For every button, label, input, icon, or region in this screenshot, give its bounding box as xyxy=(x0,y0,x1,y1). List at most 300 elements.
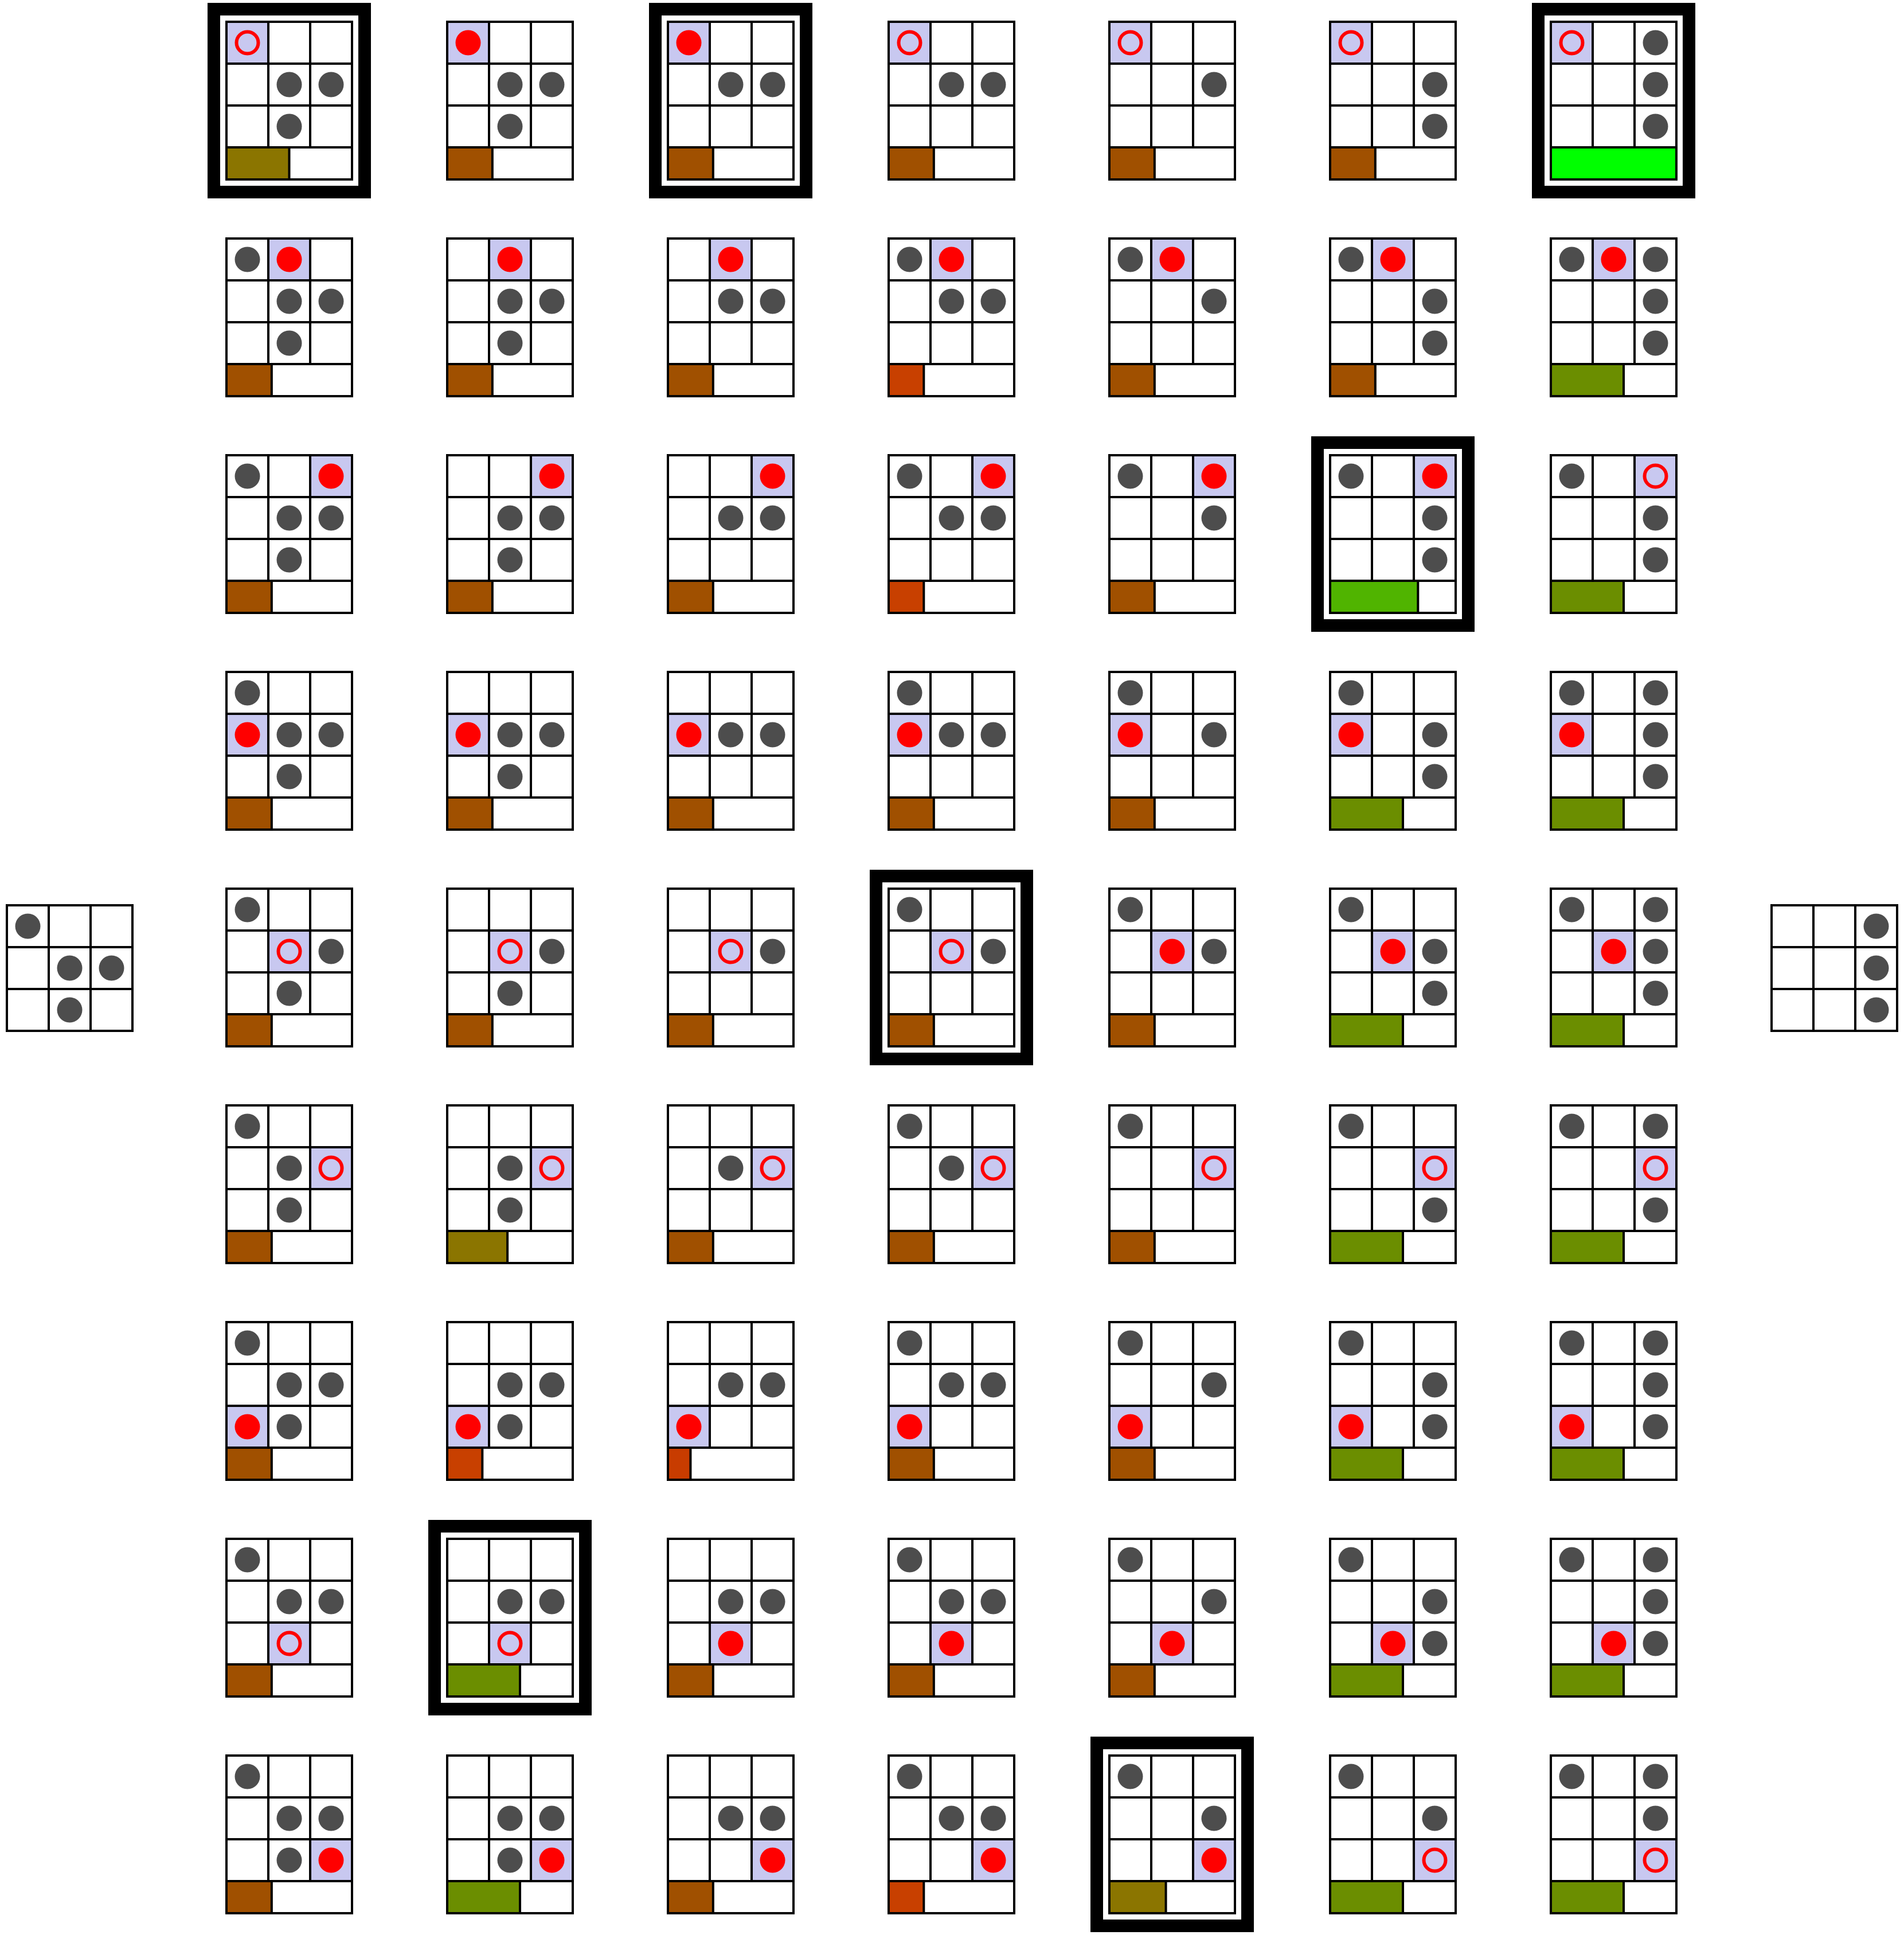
value-bar-fill xyxy=(889,1231,934,1263)
obstacle-dot xyxy=(498,1589,523,1615)
grid-cell xyxy=(668,1364,710,1406)
obstacle-dot xyxy=(277,331,302,356)
obstacle-dot xyxy=(897,1114,922,1139)
grid-cell xyxy=(489,672,531,714)
tile xyxy=(1109,1322,1235,1480)
grid-cell xyxy=(531,22,573,64)
tile xyxy=(889,1105,1014,1263)
obstacle-dot xyxy=(981,1806,1006,1831)
grid-cell xyxy=(447,889,489,931)
grid-cell xyxy=(1193,322,1235,364)
agent-dot-marker xyxy=(897,1414,922,1440)
value-bar-fill xyxy=(1109,798,1155,830)
grid-cell xyxy=(1593,539,1635,581)
obstacle-dot xyxy=(319,722,344,748)
grid-cell xyxy=(226,280,268,322)
obstacle-dot xyxy=(1202,1806,1227,1831)
grid-cell xyxy=(710,105,752,147)
value-bar-fill xyxy=(226,364,272,396)
grid-cell xyxy=(1109,322,1151,364)
grid-cell xyxy=(1593,1797,1635,1839)
tile xyxy=(1109,1105,1235,1263)
grid-cell xyxy=(1151,105,1193,147)
grid-cell xyxy=(1593,1756,1635,1797)
obstacle-dot xyxy=(897,1547,922,1573)
obstacle-dot xyxy=(1559,247,1585,272)
grid-cell xyxy=(1372,1797,1414,1839)
grid-cell xyxy=(1109,105,1151,147)
grid-cell xyxy=(1372,1406,1414,1448)
grid-cell xyxy=(1551,64,1593,105)
grid-cell xyxy=(447,1581,489,1623)
grid-cell xyxy=(931,455,972,497)
grid-cell xyxy=(1772,989,1813,1031)
obstacle-dot xyxy=(760,72,785,97)
obstacle-dot xyxy=(1422,981,1448,1006)
obstacle-dot xyxy=(1559,1547,1585,1573)
grid-cell xyxy=(1372,539,1414,581)
grid-cell xyxy=(1109,972,1151,1014)
obstacle-dot xyxy=(1643,681,1668,706)
grid-cell xyxy=(447,1756,489,1797)
agent-dot-marker xyxy=(1160,939,1185,964)
tile xyxy=(435,1526,585,1709)
grid-cell xyxy=(1372,972,1414,1014)
grid-cell xyxy=(268,889,310,931)
grid-cell xyxy=(1551,497,1593,539)
grid-cell xyxy=(226,972,268,1014)
obstacle-dot xyxy=(1339,247,1364,272)
grid-cell xyxy=(1551,972,1593,1014)
grid-cell xyxy=(1414,1539,1456,1581)
grid-cell xyxy=(752,756,793,798)
value-bar-fill xyxy=(1109,1448,1155,1480)
grid-cell xyxy=(668,1623,710,1664)
agent-dot-marker xyxy=(939,1631,964,1656)
agent-dot-marker xyxy=(456,722,481,748)
obstacle-dot xyxy=(1422,1373,1448,1398)
grid-cell xyxy=(668,889,710,931)
value-bar-fill xyxy=(668,364,713,396)
grid-cell xyxy=(1593,22,1635,64)
obstacle-dot xyxy=(718,1156,744,1181)
obstacle-dot xyxy=(1559,1331,1585,1356)
grid-cell xyxy=(1593,1581,1635,1623)
grid-cell xyxy=(668,1839,710,1881)
grid-cell xyxy=(447,105,489,147)
grid-cell xyxy=(310,1623,352,1664)
grid-cell xyxy=(1593,1189,1635,1231)
value-bar-fill xyxy=(1551,147,1676,179)
grid-cell xyxy=(1551,1839,1593,1881)
grid-cell xyxy=(1551,1147,1593,1189)
obstacle-dot xyxy=(939,1589,964,1615)
grid-cell xyxy=(668,322,710,364)
tile xyxy=(447,672,573,830)
obstacle-dot xyxy=(981,289,1006,314)
value-bar-fill xyxy=(1551,1448,1624,1480)
obstacle-dot xyxy=(277,506,302,531)
tile xyxy=(226,672,352,830)
grid-cell xyxy=(1593,280,1635,322)
grid-cell xyxy=(226,1189,268,1231)
obstacle-dot xyxy=(1202,722,1227,748)
obstacle-dot xyxy=(1422,548,1448,573)
obstacle-dot xyxy=(1643,30,1668,56)
agent-dot-marker xyxy=(1381,1631,1406,1656)
obstacle-dot xyxy=(498,289,523,314)
grid-cell xyxy=(972,1756,1014,1797)
grid-cell xyxy=(1551,756,1593,798)
grid-cell xyxy=(531,239,573,280)
grid-cell xyxy=(489,1539,531,1581)
value-bar-fill xyxy=(1551,1231,1624,1263)
grid-cell xyxy=(1813,905,1855,947)
obstacle-dot xyxy=(539,722,565,748)
grid-cell xyxy=(752,1322,793,1364)
grid-cell xyxy=(268,1539,310,1581)
grid-cell xyxy=(1372,105,1414,147)
grid-cell xyxy=(1330,1797,1372,1839)
tile xyxy=(1330,1756,1456,1913)
tile xyxy=(1330,1322,1456,1480)
grid-cell xyxy=(710,1539,752,1581)
grid-cell xyxy=(1330,64,1372,105)
obstacle-dot xyxy=(760,1589,785,1615)
agent-dot-marker xyxy=(1559,722,1585,748)
obstacle-dot xyxy=(1339,681,1364,706)
grid-cell xyxy=(1151,1189,1193,1231)
grid-cell xyxy=(972,756,1014,798)
grid-cell xyxy=(1193,672,1235,714)
grid-cell xyxy=(931,22,972,64)
obstacle-dot xyxy=(1643,939,1668,964)
grid-cell xyxy=(1414,889,1456,931)
grid-cell xyxy=(531,1322,573,1364)
grid-cell xyxy=(668,455,710,497)
agent-dot-marker xyxy=(319,464,344,489)
obstacle-dot xyxy=(1643,1331,1668,1356)
grid-cell xyxy=(668,105,710,147)
grid-cell xyxy=(1330,931,1372,972)
agent-cell xyxy=(268,1623,310,1664)
obstacle-dot xyxy=(235,247,260,272)
obstacle-dot xyxy=(57,956,83,981)
obstacle-dot xyxy=(1643,1198,1668,1223)
obstacle-dot xyxy=(1118,897,1143,922)
agent-cell xyxy=(1414,1839,1456,1881)
obstacle-dot xyxy=(539,939,565,964)
value-bar-fill xyxy=(447,581,492,613)
obstacle-dot xyxy=(760,289,785,314)
grid-cell xyxy=(1151,714,1193,756)
obstacle-dot xyxy=(760,1373,785,1398)
value-bar-fill xyxy=(226,147,290,179)
tile xyxy=(1551,1539,1676,1696)
grid-cell xyxy=(1151,539,1193,581)
obstacle-dot xyxy=(1339,1764,1364,1789)
obstacle-dot xyxy=(1118,1331,1143,1356)
agent-dot-marker xyxy=(1118,1414,1143,1440)
grid-cell xyxy=(931,889,972,931)
obstacle-dot xyxy=(1339,1331,1364,1356)
agent-dot-marker xyxy=(277,247,302,272)
tile xyxy=(1330,1105,1456,1263)
grid-cell xyxy=(1109,64,1151,105)
grid-cell xyxy=(1593,1105,1635,1147)
tile xyxy=(1109,455,1235,613)
obstacle-dot xyxy=(498,1198,523,1223)
grid-cell xyxy=(668,1322,710,1364)
grid-cell xyxy=(1551,1581,1593,1623)
tile xyxy=(889,672,1014,830)
agent-cell xyxy=(931,931,972,972)
obstacle-dot xyxy=(760,939,785,964)
grid-cell xyxy=(531,1105,573,1147)
grid-cell xyxy=(889,497,931,539)
grid-cell xyxy=(1414,1756,1456,1797)
value-bar-fill xyxy=(226,1231,272,1263)
agent-dot-marker xyxy=(981,464,1006,489)
obstacle-dot xyxy=(277,1198,302,1223)
agent-dot-marker xyxy=(1559,1414,1585,1440)
grid-cell xyxy=(710,22,752,64)
obstacle-dot xyxy=(277,1848,302,1873)
value-bar-fill xyxy=(1109,1231,1155,1263)
agent-dot-marker xyxy=(1202,464,1227,489)
tile xyxy=(1330,239,1456,396)
grid-cell xyxy=(752,322,793,364)
tile xyxy=(226,1322,352,1480)
obstacle-dot xyxy=(1643,289,1668,314)
tile xyxy=(668,1105,793,1263)
grid-cell xyxy=(710,1839,752,1881)
grid-cell xyxy=(310,889,352,931)
obstacle-dot xyxy=(1643,1547,1668,1573)
start-grid xyxy=(7,905,132,1031)
grid-cell xyxy=(1772,947,1813,989)
grid-cell xyxy=(1372,756,1414,798)
obstacle-dot xyxy=(1202,506,1227,531)
grid-cell xyxy=(972,672,1014,714)
agent-dot-marker xyxy=(1160,1631,1185,1656)
grid-cell xyxy=(889,931,931,972)
value-bar-fill xyxy=(668,581,713,613)
grid-cell xyxy=(1414,1322,1456,1364)
grid-cell xyxy=(1593,714,1635,756)
grid-cell xyxy=(310,672,352,714)
obstacle-dot xyxy=(498,1156,523,1181)
obstacle-dot xyxy=(1118,247,1143,272)
value-bar-fill xyxy=(1551,581,1624,613)
obstacle-dot xyxy=(1339,1547,1364,1573)
grid-cell xyxy=(889,322,931,364)
obstacle-dot xyxy=(897,247,922,272)
grid-cell xyxy=(1193,1539,1235,1581)
value-bar-fill xyxy=(889,364,924,396)
grid-cell xyxy=(972,1623,1014,1664)
agent-dot-marker xyxy=(1339,722,1364,748)
grid-cell xyxy=(447,455,489,497)
grid-cell xyxy=(447,1189,489,1231)
tile xyxy=(1551,889,1676,1046)
tile xyxy=(876,876,1027,1059)
obstacle-dot xyxy=(1559,681,1585,706)
value-bar-fill xyxy=(447,147,492,179)
grid-cell xyxy=(447,64,489,105)
grid-cell xyxy=(752,1623,793,1664)
obstacle-dot xyxy=(981,506,1006,531)
obstacle-dot xyxy=(235,897,260,922)
obstacle-dot xyxy=(718,1373,744,1398)
obstacle-dot xyxy=(539,1373,565,1398)
grid-cell xyxy=(447,322,489,364)
obstacle-dot xyxy=(760,722,785,748)
grid-cell xyxy=(310,539,352,581)
agent-cell xyxy=(268,931,310,972)
tile xyxy=(226,889,352,1046)
grid-cell xyxy=(1193,1322,1235,1364)
agent-cell xyxy=(752,1147,793,1189)
agent-dot-marker xyxy=(939,247,964,272)
obstacle-dot xyxy=(277,1373,302,1398)
obstacle-dot xyxy=(1643,247,1668,272)
value-bar-fill xyxy=(447,798,492,830)
obstacle-dot xyxy=(1864,998,1889,1023)
grid-cell xyxy=(1330,1147,1372,1189)
value-bar-fill xyxy=(226,1664,272,1696)
goal-grid xyxy=(1772,905,1897,1031)
agent-cell xyxy=(489,1623,531,1664)
grid-cell xyxy=(668,1539,710,1581)
value-bar-fill xyxy=(226,581,272,613)
agent-cell xyxy=(1635,1839,1676,1881)
obstacle-dot xyxy=(1643,548,1668,573)
grid-cell xyxy=(447,239,489,280)
grid-cell xyxy=(1193,22,1235,64)
value-bar-fill xyxy=(1330,1664,1403,1696)
obstacle-dot xyxy=(498,1848,523,1873)
obstacle-dot xyxy=(1643,722,1668,748)
value-bar-fill xyxy=(889,147,934,179)
grid-cell xyxy=(226,756,268,798)
obstacle-dot xyxy=(1339,464,1364,489)
agent-dot-marker xyxy=(897,722,922,748)
obstacle-dot xyxy=(897,897,922,922)
grid-cell xyxy=(752,1189,793,1231)
grid-cell xyxy=(752,972,793,1014)
grid-cell xyxy=(1193,1756,1235,1797)
tile xyxy=(226,239,352,396)
grid-cell xyxy=(1330,280,1372,322)
grid-cell xyxy=(310,1322,352,1364)
grid-cell xyxy=(226,64,268,105)
tile xyxy=(226,1756,352,1913)
obstacle-dot xyxy=(235,681,260,706)
grid-cell xyxy=(1109,931,1151,972)
grid-cell xyxy=(668,64,710,105)
obstacle-dot xyxy=(1643,897,1668,922)
tile xyxy=(226,455,352,613)
grid-cell xyxy=(1593,1539,1635,1581)
value-bar-fill xyxy=(1330,1014,1403,1046)
grid-cell xyxy=(1151,1797,1193,1839)
grid-cell xyxy=(447,539,489,581)
obstacle-dot xyxy=(1422,1198,1448,1223)
grid-cell xyxy=(1372,455,1414,497)
grid-cell xyxy=(1109,1147,1151,1189)
grid-cell xyxy=(972,1406,1014,1448)
value-bar-fill xyxy=(226,1448,272,1480)
obstacle-dot xyxy=(718,289,744,314)
obstacle-dot xyxy=(1118,464,1143,489)
grid-cell xyxy=(226,497,268,539)
agent-dot-marker xyxy=(539,1848,565,1873)
grid-cell xyxy=(1593,1839,1635,1881)
grid-cell xyxy=(972,539,1014,581)
grid-cell xyxy=(226,539,268,581)
tile xyxy=(447,889,573,1046)
obstacle-dot xyxy=(498,981,523,1006)
grid-cell xyxy=(91,905,132,947)
grid-cell xyxy=(710,672,752,714)
obstacle-dot xyxy=(539,289,565,314)
grid-cell xyxy=(668,756,710,798)
value-bar-fill xyxy=(668,1664,713,1696)
obstacle-dot xyxy=(939,1156,964,1181)
tile-layer xyxy=(7,9,1897,1926)
obstacle-dot xyxy=(277,764,302,789)
tile xyxy=(668,672,793,830)
grid-cell xyxy=(226,1839,268,1881)
obstacle-dot xyxy=(939,289,964,314)
grid-cell xyxy=(1330,1581,1372,1623)
agent-dot-marker xyxy=(319,1848,344,1873)
tile xyxy=(889,455,1014,613)
grid-cell xyxy=(1372,889,1414,931)
grid-cell xyxy=(931,756,972,798)
obstacle-dot xyxy=(1202,289,1227,314)
grid-cell xyxy=(447,1322,489,1364)
grid-cell xyxy=(1109,1797,1151,1839)
grid-cell xyxy=(752,1539,793,1581)
grid-cell xyxy=(668,1756,710,1797)
grid-cell xyxy=(668,972,710,1014)
grid-cell xyxy=(972,105,1014,147)
obstacle-dot xyxy=(319,1806,344,1831)
grid-cell xyxy=(7,947,49,989)
obstacle-dot xyxy=(235,464,260,489)
value-bar-fill xyxy=(447,1014,492,1046)
grid-cell xyxy=(1330,539,1372,581)
grid-cell xyxy=(931,1322,972,1364)
grid-cell xyxy=(1330,1364,1372,1406)
agent-dot-marker xyxy=(1160,247,1185,272)
obstacle-dot xyxy=(1118,1114,1143,1139)
agent-dot-marker xyxy=(1601,939,1627,964)
value-bar-fill xyxy=(1330,1231,1403,1263)
grid-cell xyxy=(972,1105,1014,1147)
agent-dot-marker xyxy=(718,247,744,272)
value-bar-fill xyxy=(1551,1664,1624,1696)
grid-cell xyxy=(1593,1406,1635,1448)
grid-cell xyxy=(752,1105,793,1147)
tile xyxy=(1551,239,1676,396)
grid-cell xyxy=(752,239,793,280)
value-bar-fill xyxy=(889,798,934,830)
grid-cell xyxy=(1151,22,1193,64)
grid-cell xyxy=(531,672,573,714)
